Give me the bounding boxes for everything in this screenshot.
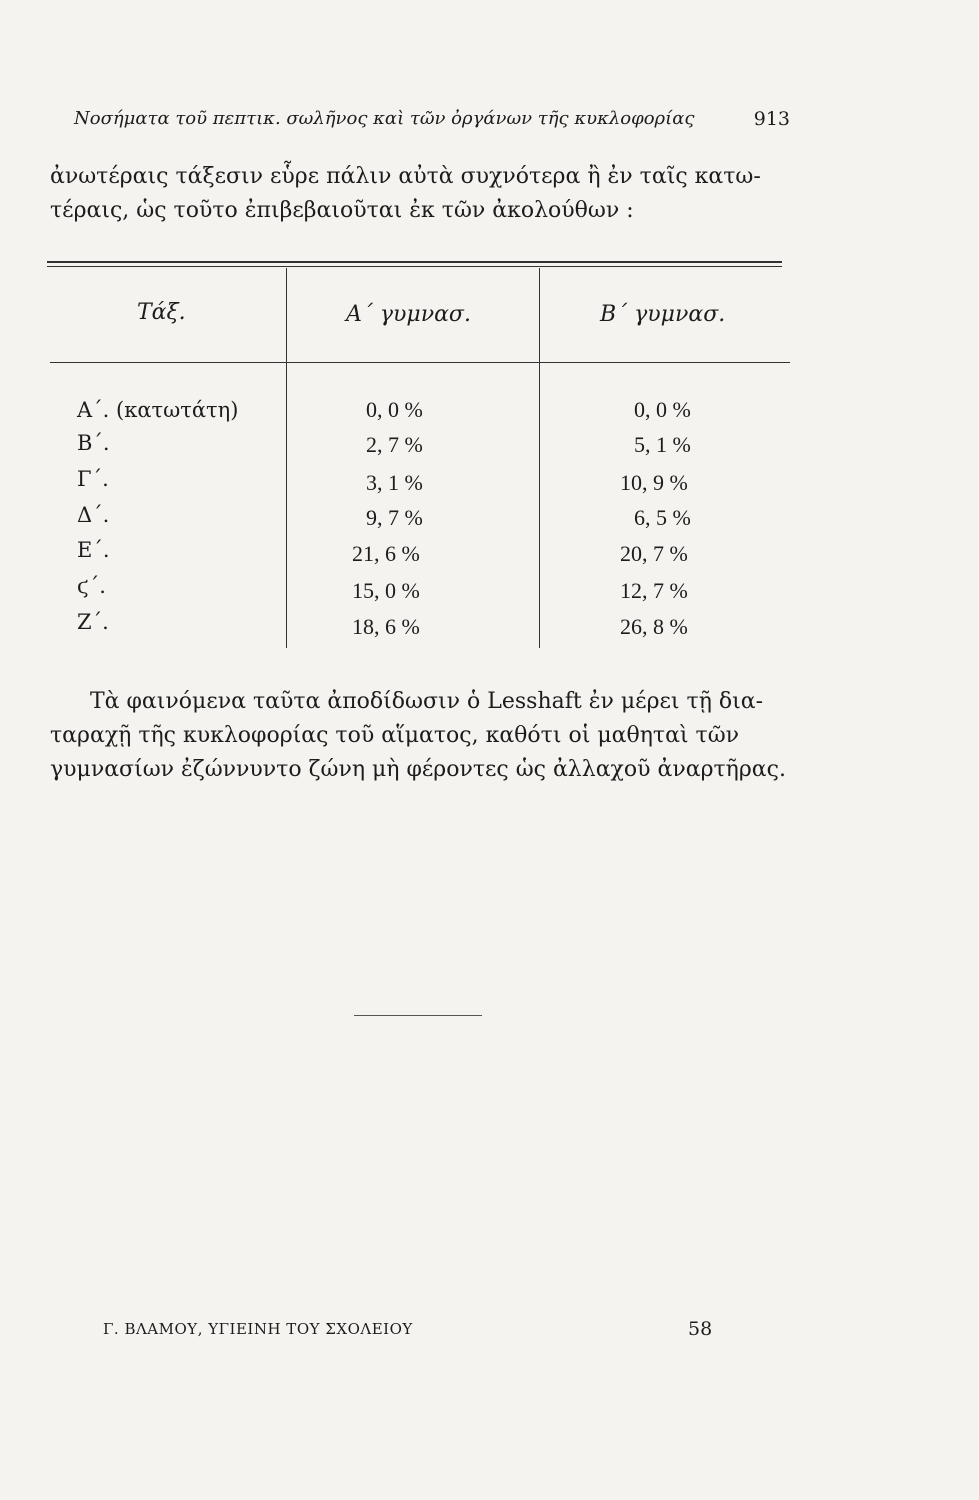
value-b: 0, 0 %	[634, 397, 691, 422]
value-a: 21, 6 %	[352, 541, 420, 566]
row-label: Δ΄.	[77, 503, 110, 527]
running-head-title: Νοσήματα τοῦ πεπτικ. σωλῆνος καὶ τῶν ὀργάνων τῆς κυκλοφορίας	[74, 108, 695, 129]
paragraph-line: γυμνασίων ἐζώννυντο ζώνη μὴ φέροντες ὡς ἀλλαχοῦ ἀναρτῆρας.	[50, 757, 786, 782]
page-number: 913	[753, 108, 790, 130]
paragraph-line: ταραχῇ τῆς κυκλοφορίας τοῦ αἵματος, καθότι οἱ μαθηταὶ τῶν	[50, 723, 740, 748]
intro-paragraph	[50, 160, 790, 228]
section-divider	[354, 1015, 482, 1016]
value-a: 3, 1 %	[366, 470, 423, 495]
row-label: Β΄.	[77, 431, 110, 455]
column-divider	[539, 268, 540, 648]
value-b: 10, 9 %	[620, 470, 688, 495]
value-a: 0, 0 %	[366, 397, 423, 422]
value-b: 5, 1 %	[634, 432, 691, 457]
running-head	[74, 108, 790, 129]
closing-paragraph	[50, 685, 790, 787]
row-label: Ε΄.	[77, 538, 110, 562]
column-header-gymnasium-a: Α΄ γυμνασ.	[346, 302, 471, 327]
value-b: 6, 5 %	[634, 505, 691, 530]
table-top-rule-thin	[47, 266, 782, 267]
value-b: 20, 7 %	[620, 541, 688, 566]
value-b: 12, 7 %	[620, 578, 688, 603]
value-a: 15, 0 %	[352, 578, 420, 603]
column-divider	[286, 268, 287, 648]
footer-signature: Γ. ΒΛΑΜΟΥ, ΥΓΙΕΙΝΗ ΤΟΥ ΣΧΟΛΕΙΟΥ	[103, 1320, 413, 1338]
paragraph-line: τέραις, ὡς τοῦτο ἐπιβεβαιοῦται ἐκ τῶν ἀκολούθων :	[50, 198, 634, 223]
sheet-number: 58	[688, 1318, 713, 1340]
row-label: Ζ΄.	[77, 610, 109, 634]
header-rule	[50, 362, 790, 363]
column-header-class: Τάξ.	[137, 300, 186, 325]
value-a: 2, 7 %	[366, 432, 423, 457]
row-label: Α΄. (κατωτάτη)	[77, 398, 239, 422]
paragraph-line: Τὰ φαινόμενα ταῦτα ἀποδίδωσιν ὁ Lesshaft ἐν μέρει τῇ δια-	[90, 689, 764, 714]
value-a: 18, 6 %	[352, 614, 420, 639]
row-label: ϛ΄.	[77, 574, 106, 598]
row-label: Γ΄.	[77, 467, 109, 491]
value-b: 26, 8 %	[620, 614, 688, 639]
paragraph-line: ἀνωτέραις τάξεσιν εὗρε πάλιν αὐτὰ συχνότερα ἢ ἐν ταῖς κατω-	[50, 164, 761, 189]
column-header-gymnasium-b: Β΄ γυμνασ.	[600, 302, 726, 327]
table-top-rule	[47, 261, 782, 263]
value-a: 9, 7 %	[366, 505, 423, 530]
